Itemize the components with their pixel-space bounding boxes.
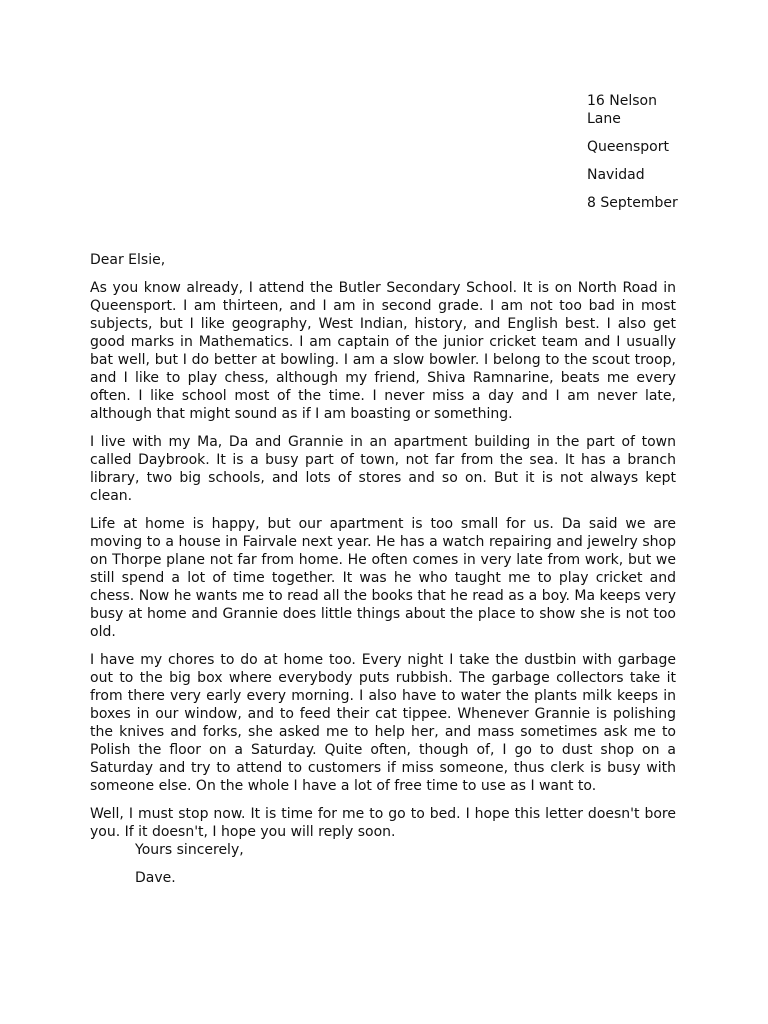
address-country: Navidad <box>587 167 645 183</box>
paragraph-farewell: Well, I must stop now. It is time for me to go to bed. I hope this letter doesn't bore you. If it doesn't, I hope you will reply soon. <box>90 806 676 840</box>
address-town: Queensport <box>587 139 669 155</box>
valediction: Yours sincerely, <box>135 842 244 858</box>
letter-date: 8 September <box>587 195 678 211</box>
paragraph-chores: I have my chores to do at home too. Every night I take the dustbin with garbage out to the big box where everybody puts rubbish. The garbage collectors take it from there very early every morning. I also have to water the plants milk keeps in boxes in our window, and to feed their cat tippee. Whenever Grannie is polishing the knives and forks, she asked me to help her, and mass sometimes ask me to Polish the floor on a Saturday. Quite often, though of, I go to dust shop on a Saturday and try to attend to customers if miss someone, thus clerk is busy with someone else. On the whole I have a lot of free time to use as I want to. <box>90 652 676 794</box>
paragraph-family: Life at home is happy, but our apartment is too small for us. Da said we are moving to a house in Fairvale next year. He has a watch repairing and jewelry shop on Thorpe plane not far from home. He often comes in very late from work, but we still spend a lot of time together. It was he who taught me to play cricket and chess. Now he wants me to read all the books that he read as a boy. Ma keeps very busy at home and Grannie does little things about the place to show she is not too old. <box>90 516 676 640</box>
salutation: Dear Elsie, <box>90 252 166 268</box>
paragraph-school: As you know already, I attend the Butler Secondary School. It is on North Road in Queensport. I am thirteen, and I am in second grade. I am not too bad in most subjects, but I like geography, West Indian, history, and English best. I also get good marks in Mathematics. I am captain of the junior cricket team and I usually bat well, but I do better at bowling. I am a slow bowler. I belong to the scout troop, and I like to play chess, although my friend, Shiva Ramnarine, beats me every often. I like school most of the time. I never miss a day and I am never late, although that might sound as if I am boasting or something. <box>90 280 676 422</box>
signature: Dave. <box>135 870 176 886</box>
paragraph-home-town: I live with my Ma, Da and Grannie in an apartment building in the part of town called Daybrook. It is a busy part of town, not far from the sea. It has a branch library, two big schools, and lots of stores and so on. But it is not always kept clean. <box>90 434 676 504</box>
sender-address <box>587 92 679 222</box>
letter-closing <box>135 841 244 897</box>
address-street: 16 Nelson Lane <box>587 93 657 127</box>
letter-body <box>90 251 676 851</box>
